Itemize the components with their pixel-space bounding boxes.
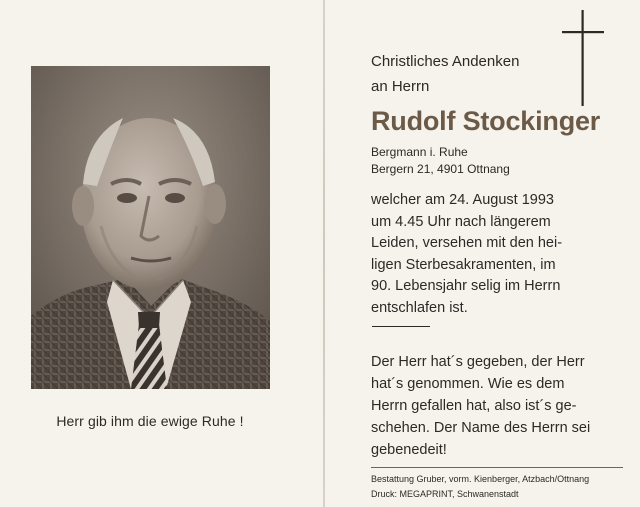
portrait-photo	[31, 66, 270, 389]
footer-funeral-home: Bestattung Gruber, vorm. Kienberger, Atzbach/Ottnang	[371, 474, 590, 484]
notice-line: entschlafen ist.	[371, 299, 468, 316]
intro-line-2: an Herrn	[371, 78, 430, 95]
death-notice-text	[371, 190, 562, 319]
deceased-name: Rudolf Stockinger	[371, 106, 601, 136]
footer-rule	[371, 467, 623, 468]
notice-line: 90. Lebensjahr selig im Herrn	[371, 278, 561, 294]
notice-line: ligen Sterbesakramenten, im	[371, 256, 556, 273]
section-divider	[372, 326, 430, 327]
notice-line: um 4.45 Uhr nach längerem	[371, 213, 551, 230]
address: Bergern 21, 4901 Ottnang	[371, 162, 510, 176]
occupation: Bergmann i. Ruhe	[371, 145, 468, 159]
verse-line: Der Herr hat´s gegeben, der Herr	[371, 354, 585, 370]
verse-line: Herrn gefallen hat, also ist´s ge-	[371, 398, 577, 414]
verse-line: schehen. Der Name des Herrn sei	[371, 420, 591, 436]
card-fold	[323, 0, 325, 507]
verse-line: hat´s genommen. Wie es dem	[371, 376, 565, 392]
intro-line-1: Christliches Andenken	[371, 53, 520, 70]
notice-line: Leiden, versehen mit den hei-	[371, 235, 563, 251]
scripture-verse	[371, 351, 590, 461]
photo-caption: Herr gib ihm die ewige Ruhe !	[56, 413, 244, 429]
verse-line: gebenedeit!	[371, 442, 447, 458]
cross-icon	[561, 10, 605, 106]
notice-line: welcher am 24. August 1993	[371, 192, 554, 208]
footer-printer: Druck: MEGAPRINT, Schwanenstadt	[371, 489, 519, 499]
